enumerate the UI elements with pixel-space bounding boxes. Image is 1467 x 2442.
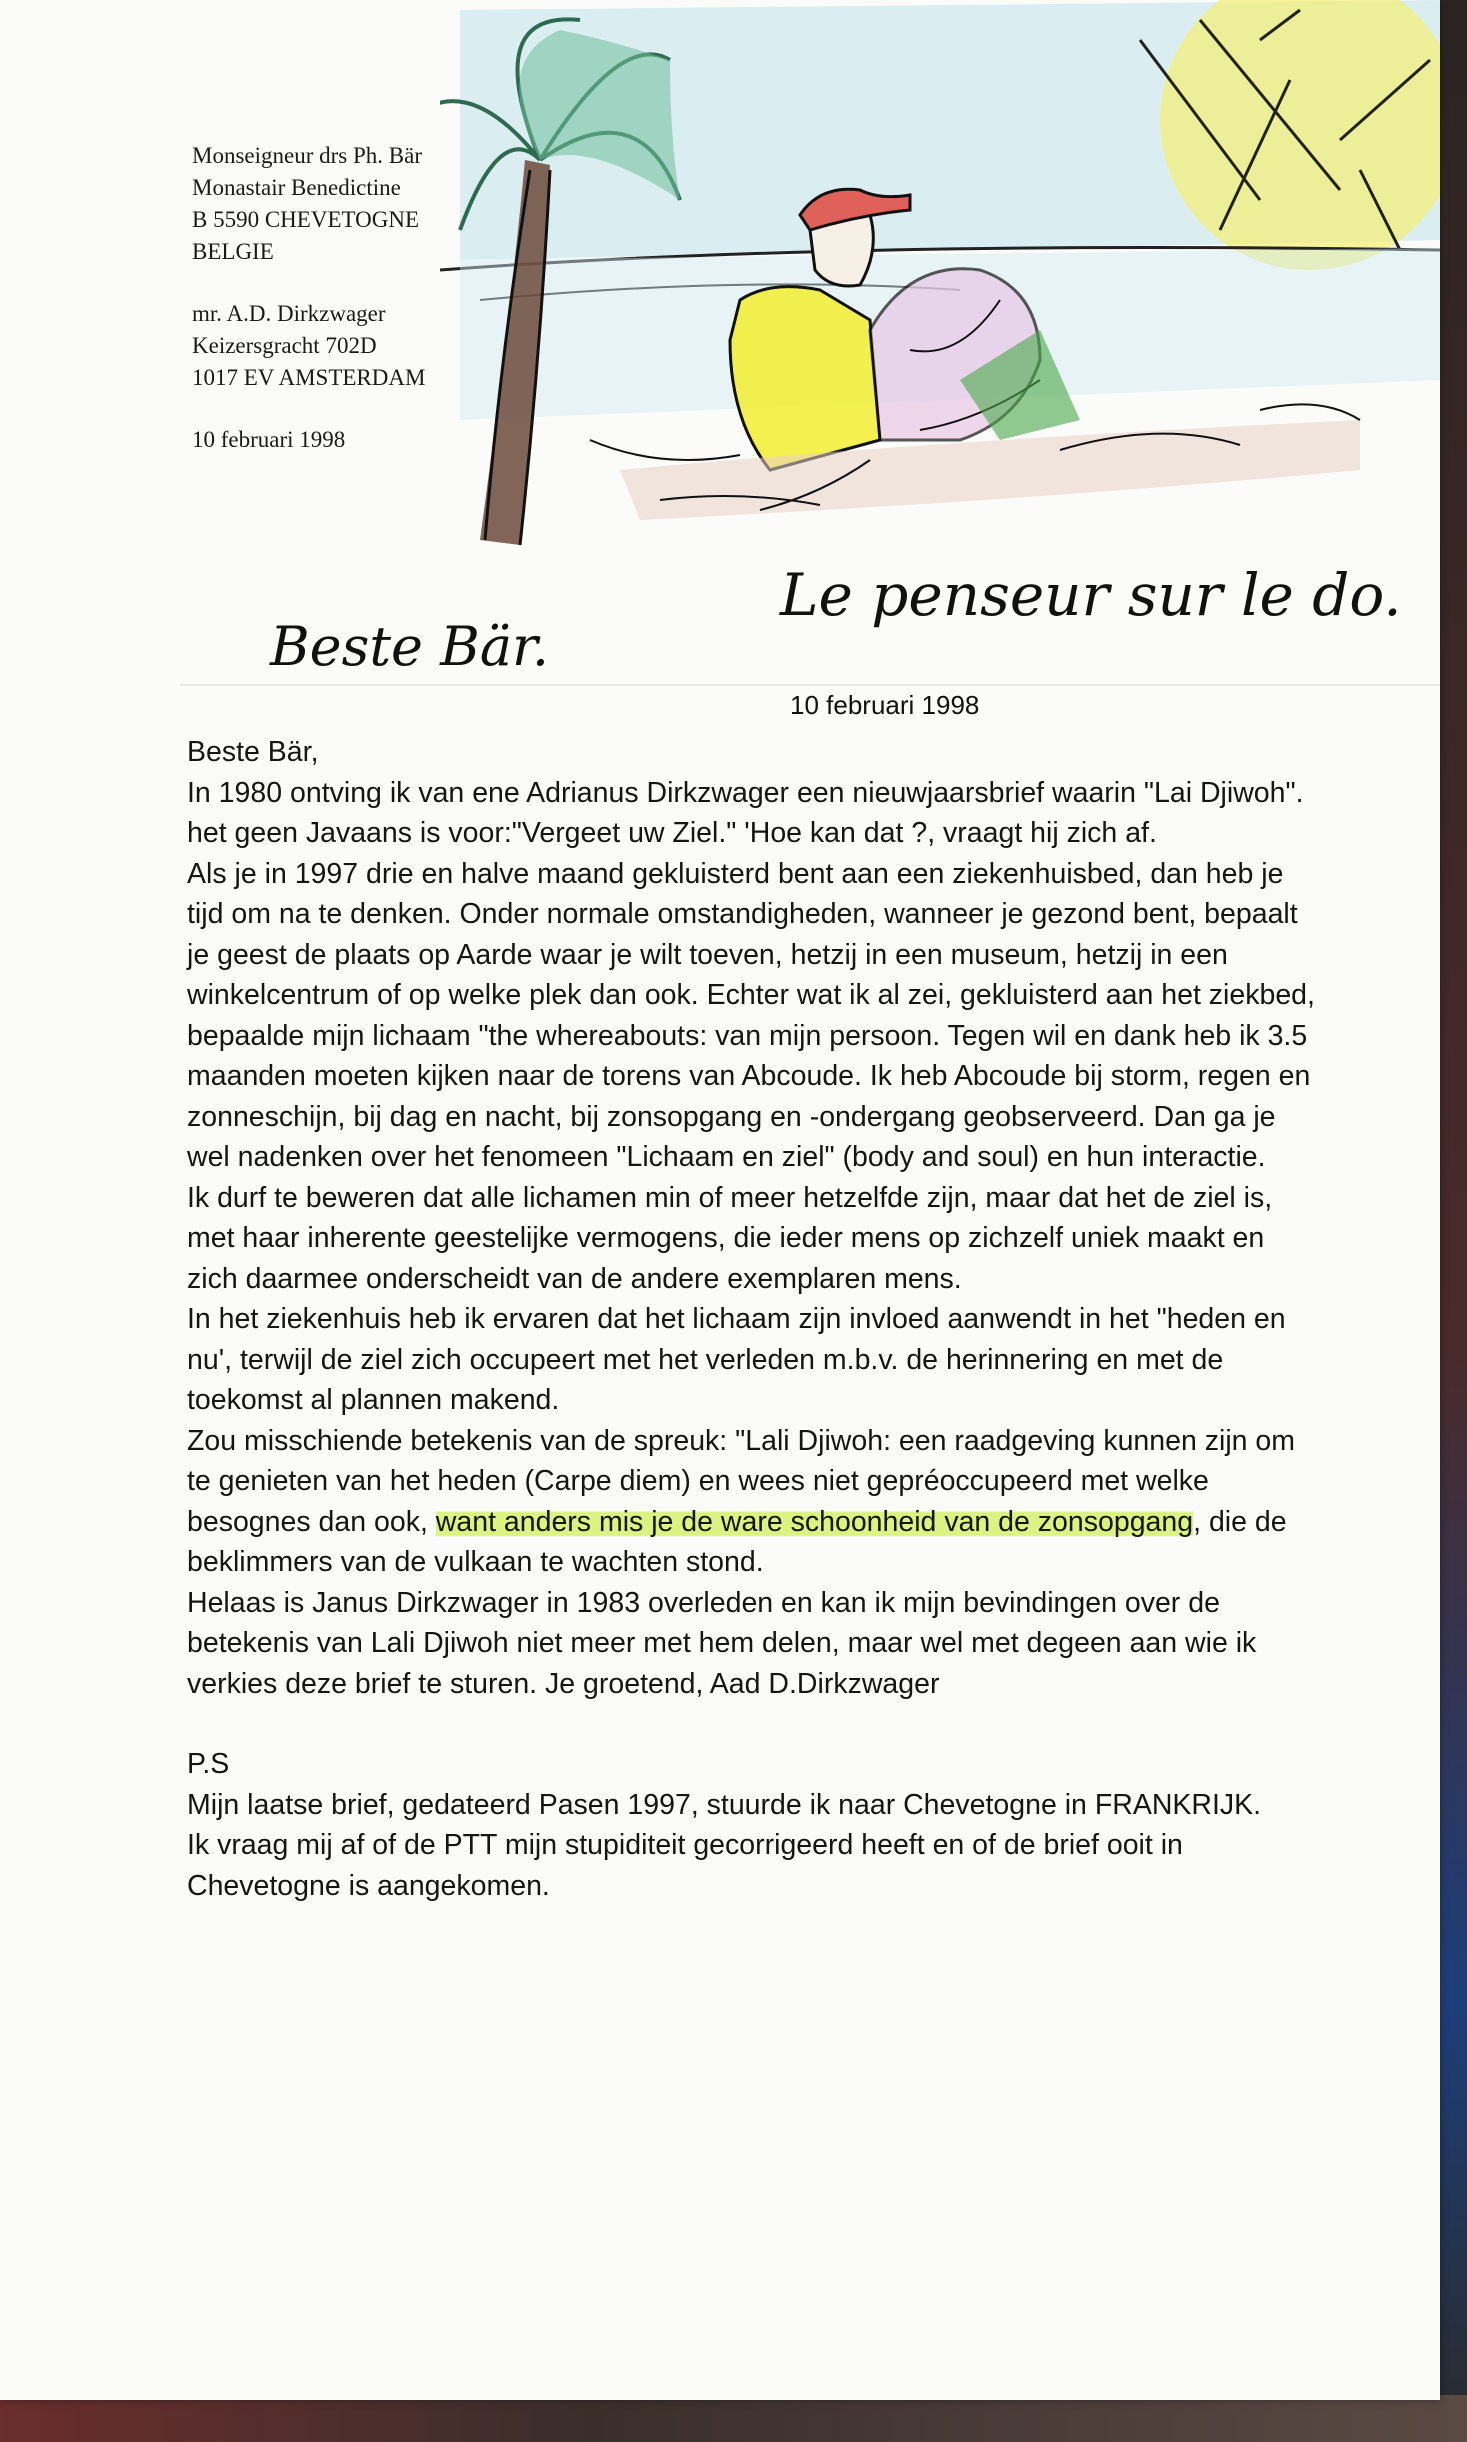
paragraph: Ik durf te beweren dat alle lichamen min of meer hetzelfde zijn, maar dat het de ziel is, met haar inherente geestelijke vermogens, die ieder mens op zichzelf uniek maakt en zich daarmee onderscheidt van de andere exemplaren mens. bbox=[187, 1181, 1273, 1295]
spreuk-text-end: , die de beklimmers van de vulkaan te wachten stond. bbox=[187, 1505, 1287, 1578]
letter-date: 10 februari 1998 bbox=[790, 690, 980, 720]
sender-line: mr. A.D. Dirkzwager bbox=[192, 301, 386, 326]
paragraph: In het ziekenhuis heb ik ervaren dat het lichaam zijn invloed aanwendt in het "heden en nu', terwijl de ziel zich occupeert met het verleden m.b.v. de herinnering en met de toekomst al plannen makend. bbox=[187, 1303, 1286, 1416]
recipient-line: BELGIE bbox=[192, 239, 274, 264]
letter-body bbox=[187, 732, 1317, 1906]
salutation: Beste Bär, bbox=[187, 736, 319, 768]
address-header bbox=[192, 140, 425, 456]
highlighted-text: want anders mis je de ware schoonheid van de zonsopgang bbox=[435, 1505, 1194, 1538]
handwritten-caption bbox=[770, 520, 1420, 660]
paragraph: In 1980 ontving ik van ene Adrianus Dirkzwager een nieuwjaarsbrief waarin "Lai Djiwoh". het geen Javaans is voor:"Vergeet uw Ziel." 'Hoe kan dat ?, vraagt hij zich af. bbox=[187, 776, 1304, 849]
recipient-line: Monseigneur drs Ph. Bär bbox=[192, 143, 422, 168]
header-date: 10 februari 1998 bbox=[192, 427, 346, 452]
caption-text: Le penseur sur le do. bbox=[780, 561, 1402, 629]
pasted-paper-edge bbox=[180, 684, 1440, 686]
ps-line: Mijn laatse brief, gedateerd Pasen 1997, stuurde ik naar Chevetogne in FRANKRIJK. bbox=[187, 1788, 1262, 1821]
background-bottom-edge bbox=[0, 2395, 1467, 2442]
recipient-line: Monastair Benedictine bbox=[192, 175, 401, 200]
ps-line: Ik vraag mij af of de PTT mijn stupiditeit gecorrigeerd heeft en of de brief ooit in Chevetogne is aangekomen. bbox=[187, 1829, 1183, 1902]
ps-label: P.S bbox=[187, 1748, 230, 1780]
sand bbox=[620, 420, 1360, 520]
recipient-line: B 5590 CHEVETOGNE bbox=[192, 207, 420, 232]
sender-line: 1017 EV AMSTERDAM bbox=[192, 365, 426, 390]
sender-line: Keizersgracht 702D bbox=[192, 333, 377, 358]
closing: Helaas is Janus Dirkzwager in 1983 overleden en kan ik mijn bevindingen over de betekenis van Lali Djiwoh niet meer met hem delen, maar wel met degeen aan wie ik verkies deze brief te sturen. Je groetend, Aad D.Dirkzwager bbox=[187, 1586, 1257, 1700]
paragraph: Als je in 1997 drie en halve maand gekluisterd bent aan een ziekenhuisbed, dan heb je tijd om na te denken. Onder normale omstandigheden, wanneer je gezond bent, bepaalt je geest de plaats op Aarde waar je wilt toeven, hetzij in een museum, hetzij in een winkelcentrum of op welke plek dan ook. Echter wat ik al zei, gekluisterd aan het ziekbed, bepaalde mijn lichaam "the whereabouts: van mijn persoon. Tegen wil en dank heb ik 3.5 maanden moeten kijken naar de torens van Abcoude. Ik heb Abcoude bij storm, regen en zonneschijn, bij dag en nacht, bij zonsopgang en -ondergang geobserveerd. Dan ga je wel nadenken over het fenomeen "Lichaam en ziel" (body and soul) en hun interactie. bbox=[187, 857, 1315, 1173]
greeting-script-text: Beste Bär. bbox=[270, 615, 550, 678]
spreuk-text: Zou misschiende betekenis van de spreuk: "Lali Djiwoh: een raadgeving kunnen zijn om te genieten van het heden (Carpe diem) en wees niet gepréoccupeerd met welke besognes dan ook, bbox=[187, 1424, 1296, 1538]
spreuk-paragraph bbox=[187, 1421, 1317, 1583]
